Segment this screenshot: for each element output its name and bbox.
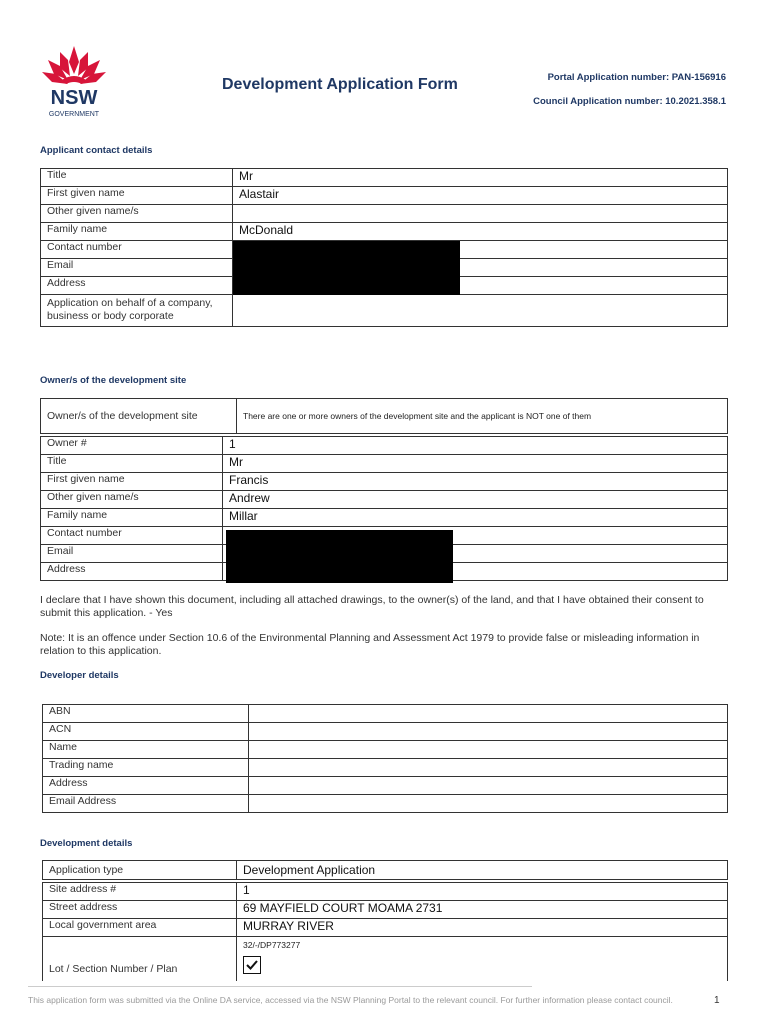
table-row xyxy=(41,437,728,455)
owners-heading: Owner/s of the development site xyxy=(40,375,187,386)
row-value xyxy=(249,741,728,759)
offence-note: Note: It is an offence under Section 10.6 of the Environmental Planning and Assessment Act 1979 to provide false or misleading information in relation to this application. xyxy=(40,632,700,657)
row-label: Title xyxy=(41,169,233,187)
table-row xyxy=(43,759,728,777)
development-type-table xyxy=(42,860,728,880)
table-row xyxy=(43,795,728,813)
row-label: Site address # xyxy=(43,883,237,901)
table-row xyxy=(43,777,728,795)
row-value: Millar xyxy=(223,509,728,527)
row-label: Application on behalf of a company, business or body corporate xyxy=(41,295,233,327)
table-row xyxy=(41,473,728,491)
row-value: Andrew xyxy=(223,491,728,509)
table-row xyxy=(43,883,728,901)
row-value xyxy=(249,705,728,723)
table-row xyxy=(41,509,728,527)
row-label: Family name xyxy=(41,509,223,527)
table-row xyxy=(43,919,728,937)
table-row xyxy=(41,205,728,223)
row-value: 1 xyxy=(223,437,728,455)
developer-table xyxy=(42,704,728,813)
council-application-number: Council Application number: 10.2021.358.1 xyxy=(533,96,726,107)
table-row xyxy=(43,901,728,919)
row-value: Francis xyxy=(223,473,728,491)
lot-checkbox[interactable] xyxy=(243,956,261,974)
site-address-table xyxy=(42,882,728,981)
row-label: Title xyxy=(41,455,223,473)
table-row xyxy=(41,187,728,205)
table-row xyxy=(43,741,728,759)
row-label: Owner # xyxy=(41,437,223,455)
lot-value-cell xyxy=(237,937,728,981)
row-value xyxy=(249,723,728,741)
row-label: Owner/s of the development site xyxy=(41,399,237,434)
row-label: Email xyxy=(41,545,223,563)
row-value: Mr xyxy=(223,455,728,473)
row-value: Development Application xyxy=(237,861,728,880)
portal-application-number: Portal Application number: PAN-156916 xyxy=(547,72,726,83)
row-label: First given name xyxy=(41,187,233,205)
development-heading: Development details xyxy=(40,838,133,849)
row-label: Email xyxy=(41,259,233,277)
row-label: Email Address xyxy=(43,795,249,813)
row-value: There are one or more owners of the development site and the applicant is NOT one of them xyxy=(237,399,728,434)
row-label: First given name xyxy=(41,473,223,491)
row-label: ABN xyxy=(43,705,249,723)
table-row xyxy=(41,399,728,434)
footer-divider xyxy=(28,986,532,987)
page-number: 1 xyxy=(714,995,720,1006)
row-label: Trading name xyxy=(43,759,249,777)
row-label: Local government area xyxy=(43,919,237,937)
row-value xyxy=(233,205,728,223)
table-row xyxy=(41,491,728,509)
redaction-block xyxy=(233,241,460,295)
row-label: Address xyxy=(41,277,233,295)
form-title: Development Application Form xyxy=(222,76,458,93)
table-row xyxy=(43,861,728,880)
table-row xyxy=(41,295,728,327)
table-row xyxy=(41,169,728,187)
developer-heading: Developer details xyxy=(40,670,119,681)
row-value: 69 MAYFIELD COURT MOAMA 2731 xyxy=(237,901,728,919)
row-label: Name xyxy=(43,741,249,759)
row-label: Street address xyxy=(43,901,237,919)
table-row xyxy=(41,455,728,473)
row-label: Contact number xyxy=(41,241,233,259)
lot-number: 32/-/DP773277 xyxy=(243,940,301,950)
table-row xyxy=(41,223,728,241)
row-value xyxy=(233,295,728,327)
row-value xyxy=(249,759,728,777)
owners-summary-table xyxy=(40,398,728,434)
row-label: Address xyxy=(43,777,249,795)
row-label: Application type xyxy=(43,861,237,880)
row-value: MURRAY RIVER xyxy=(237,919,728,937)
row-label: Other given name/s xyxy=(41,205,233,223)
row-label: Contact number xyxy=(41,527,223,545)
row-label: Family name xyxy=(41,223,233,241)
check-icon xyxy=(246,959,258,971)
row-label: Lot / Section Number / Plan xyxy=(43,937,237,981)
nsw-government-logo xyxy=(38,44,110,120)
table-row xyxy=(43,723,728,741)
owner-consent-declaration: I declare that I have shown this document, including all attached drawings, to the owner(s) of the land, and that I have obtained their consent to submit this application. - Yes xyxy=(40,594,704,619)
row-label: Other given name/s xyxy=(41,491,223,509)
redaction-block xyxy=(226,530,453,583)
svg-text:GOVERNMENT: GOVERNMENT xyxy=(48,111,100,118)
row-value: Alastair xyxy=(233,187,728,205)
row-label: ACN xyxy=(43,723,249,741)
row-value: McDonald xyxy=(233,223,728,241)
applicant-heading: Applicant contact details xyxy=(40,145,153,156)
row-value xyxy=(249,777,728,795)
row-value xyxy=(249,795,728,813)
table-row xyxy=(43,705,728,723)
table-row xyxy=(43,937,728,981)
waratah-icon xyxy=(38,44,110,120)
row-label: Address xyxy=(41,563,223,581)
footer-text: This application form was submitted via the Online DA service, accessed via the NSW Planning Portal to the relevant council. For further information please contact council. xyxy=(28,995,673,1005)
row-value: Mr xyxy=(233,169,728,187)
row-value: 1 xyxy=(237,883,728,901)
svg-text:NSW: NSW xyxy=(50,87,98,109)
